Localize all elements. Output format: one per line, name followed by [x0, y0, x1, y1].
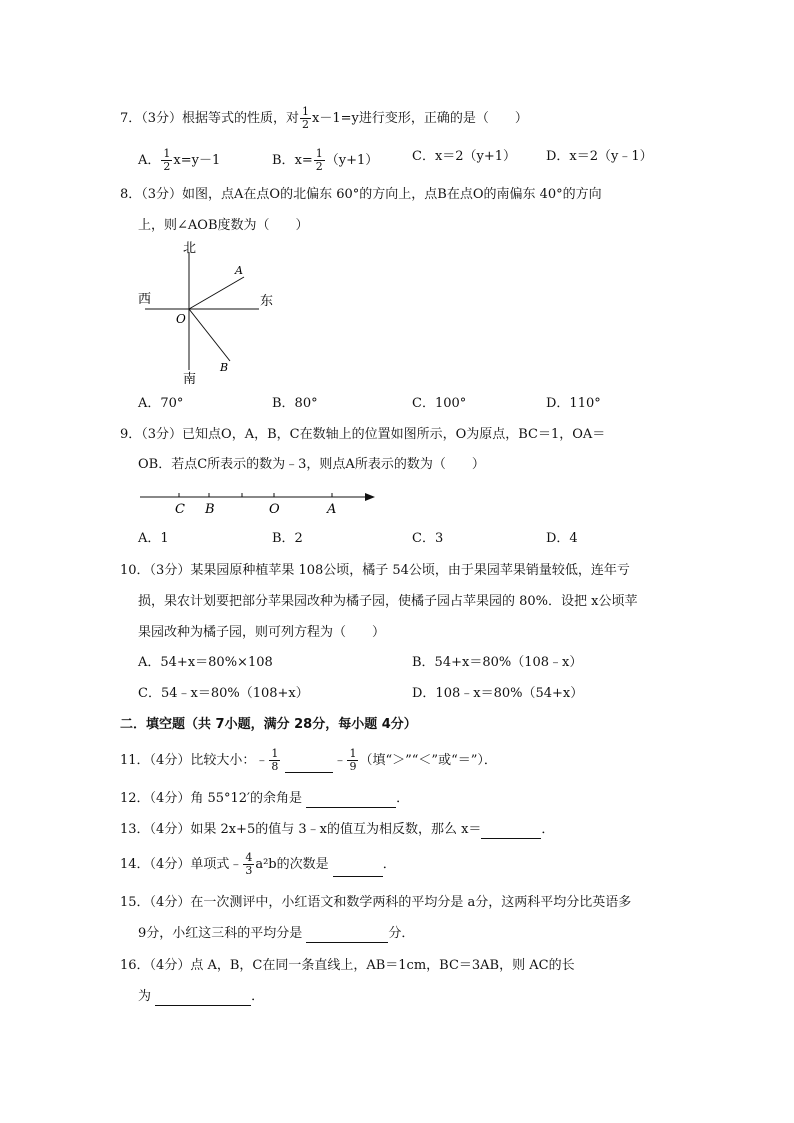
- q11-stem-tail: （填“＞”“＜”或“＝”）．: [359, 753, 497, 768]
- q11-fraction-2: [347, 748, 358, 773]
- q7-option-b[interactable]: [272, 148, 378, 173]
- q7-option-a-label: A．: [138, 153, 161, 168]
- q10-option-a[interactable]: A．54+x＝80%×108: [138, 655, 273, 670]
- q10-stem-line3: 果园改种为橘子园，则可列方程为（ ）: [138, 625, 386, 640]
- q11-f1-den: 8: [271, 760, 279, 773]
- q9-label-o: O: [269, 502, 280, 517]
- question-11: [120, 748, 497, 773]
- question-13: [120, 821, 554, 839]
- q15-stem-line2: 9分，小红这三科的平均分是: [138, 926, 303, 941]
- q7-option-c[interactable]: C．x＝2（y+1）: [412, 149, 517, 164]
- q10-option-d[interactable]: D．108﹣x＝80%（54+x）: [412, 686, 584, 701]
- q7-b-frac-num: 1: [315, 147, 323, 160]
- q11-fraction-1: [269, 748, 280, 773]
- q8-label-west: 西: [138, 292, 152, 307]
- q7-option-a[interactable]: [138, 148, 220, 173]
- q8-label-east: 东: [260, 294, 274, 309]
- q8-option-b[interactable]: B．80°: [272, 396, 318, 411]
- q7-option-b-text: （y+1）: [325, 153, 379, 168]
- q8-ray-oa: [189, 277, 244, 309]
- q7-option-b-fraction: [314, 148, 325, 173]
- q8-ray-ob: [189, 309, 230, 361]
- q7-a-frac-num: 1: [163, 147, 171, 160]
- q9-option-b[interactable]: B．2: [272, 531, 303, 546]
- q7-option-b-head: x=: [294, 153, 313, 168]
- q9-axis-arrow: [365, 493, 375, 501]
- q16-stem-line2: 为: [138, 989, 152, 1004]
- q13-end: ．: [541, 822, 555, 837]
- q7-option-a-fraction: [161, 148, 172, 173]
- q14-answer-blank[interactable]: [333, 862, 383, 877]
- q11-answer-blank[interactable]: [285, 758, 333, 773]
- q16-answer-blank[interactable]: [155, 991, 251, 1006]
- q8-label-o: O: [176, 312, 186, 326]
- q11-f2-num: 1: [349, 747, 357, 760]
- q14-fraction: [243, 852, 254, 877]
- q8-label-south: 南: [183, 372, 197, 387]
- q14-stem-tail: a²b的次数是: [255, 857, 329, 872]
- q8-option-a[interactable]: A．70°: [138, 396, 184, 411]
- q15-answer-blank[interactable]: [306, 928, 388, 943]
- q15-line2: [138, 925, 414, 943]
- q7-frac-den: 2: [302, 118, 310, 131]
- q7-option-a-text: x=y－1: [173, 153, 221, 168]
- question-7: [120, 106, 528, 131]
- q7-frac-num: 1: [302, 105, 310, 118]
- q10-stem-line1: 10．（3分）某果园原种植苹果 108公顷，橘子 54公顷，由于果园苹果销量较低，连年亏: [120, 563, 630, 578]
- q9-option-a[interactable]: A．1: [138, 531, 169, 546]
- q7-b-frac-den: 2: [315, 160, 323, 173]
- q16-end: ．: [251, 989, 265, 1004]
- q9-number-line: [135, 485, 385, 521]
- section-fill-in-heading: 二．填空题（共 7小题，满分 28分，每小题 4分）: [120, 717, 417, 732]
- q16-line2: [138, 988, 264, 1006]
- q9-stem-line1: 9．（3分）已知点O，A，B，C在数轴上的位置如图所示，O为原点，BC＝1，OA＝: [120, 427, 606, 442]
- q8-option-d[interactable]: D．110°: [546, 396, 601, 411]
- q12-answer-blank[interactable]: [306, 793, 396, 808]
- q11-f2-den: 9: [349, 760, 357, 773]
- q9-label-a: A: [327, 502, 337, 517]
- q9-stem-line2: OB．若点C所表示的数为﹣3，则点A所表示的数为（ ）: [138, 457, 485, 472]
- q12-stem: 12．（4分）角 55°12′的余角是: [120, 791, 302, 806]
- q11-f1-num: 1: [271, 747, 279, 760]
- question-14: [120, 852, 396, 877]
- question-12: [120, 790, 409, 808]
- q7-fraction: [300, 106, 311, 131]
- q9-label-c: C: [175, 502, 185, 517]
- q11-minus: ﹣: [333, 753, 347, 768]
- q8-direction-figure: [130, 240, 290, 390]
- q7-stem-tail: x－1=y进行变形，正确的是（ ）: [312, 111, 528, 126]
- q14-frac-num: 4: [245, 851, 253, 864]
- q8-label-b: B: [220, 361, 229, 374]
- q14-frac-den: 3: [245, 864, 253, 877]
- q8-stem-line1: 8．（3分）如图，点A在点O的北偏东 60°的方向上，点B在点O的南偏东 40°的方向: [120, 187, 602, 202]
- q10-option-b[interactable]: B．54+x＝80%（108﹣x）: [412, 655, 583, 670]
- q13-answer-blank[interactable]: [481, 824, 541, 839]
- q9-option-c[interactable]: C．3: [412, 531, 444, 546]
- q8-label-north: 北: [183, 241, 197, 256]
- q8-stem-line2: 上，则∠AOB度数为（ ）: [138, 218, 309, 233]
- q7-stem: 7．（3分）根据等式的性质，对: [120, 111, 300, 126]
- q14-stem: 14．（4分）单项式﹣: [120, 857, 243, 872]
- q11-stem: 11．（4分）比较大小：﹣: [120, 753, 269, 768]
- q15-end: 分．: [388, 926, 415, 941]
- q7-option-d[interactable]: D．x＝2（y﹣1）: [546, 149, 653, 164]
- q8-option-c[interactable]: C．100°: [412, 396, 467, 411]
- q14-end: ．: [382, 857, 396, 872]
- q15-stem-line1: 15．（4分）在一次测评中，小红语文和数学两科的平均分是 a分，这两科平均分比英语多: [120, 895, 632, 910]
- q12-end: ．: [396, 791, 410, 806]
- q9-option-d[interactable]: D．4: [546, 531, 578, 546]
- q10-option-c[interactable]: C．54﹣x＝80%（108+x）: [138, 686, 309, 701]
- q8-label-a: A: [235, 264, 243, 277]
- q16-stem-line1: 16．（4分）点 A，B，C在同一条直线上，AB＝1cm，BC＝3AB，则 AC的长: [120, 958, 575, 973]
- q9-label-b: B: [205, 502, 215, 517]
- q7-option-b-label: B．: [272, 153, 295, 168]
- q10-stem-line2: 损，果农计划要把部分苹果园改种为橘子园，使橘子园占苹果园的 80%．设把 x公顷苹: [138, 594, 638, 609]
- q7-a-frac-den: 2: [163, 160, 171, 173]
- q13-stem: 13．（4分）如果 2x+5的值与 3﹣x的值互为相反数，那么 x＝: [120, 822, 482, 837]
